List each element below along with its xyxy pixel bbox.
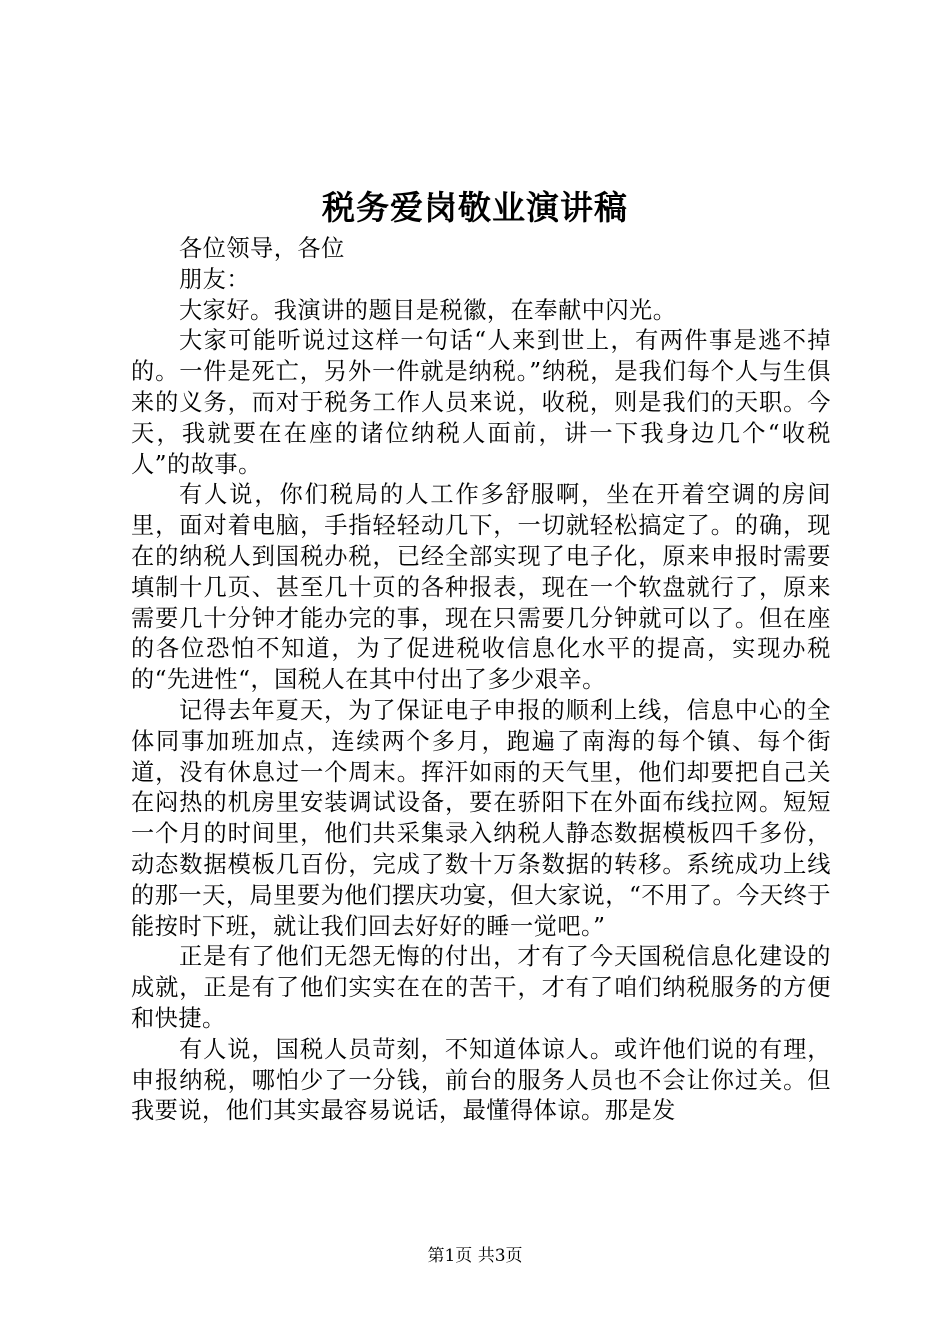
paragraph: 有人说，国税人员苛刻，不知道体谅人。或许他们说的有理，申报纳税，哪怕少了一分钱，前台的服务人员也不会让你过关。但我要说，他们其实最容易说话，最懂得体谅。那是发 <box>131 1035 831 1125</box>
paragraph: 大家可能听说过这样一句话“人来到世上，有两件事是逃不掉的。一件是死亡，另外一件就是纳税。”纳税，是我们每个人与生俱来的义务，而对于税务工作人员来说，收税，则是我们的天职。今天，我就要在在座的诸位纳税人面前，讲一下我身边几个“收税人”的故事。 <box>131 327 831 478</box>
document-title: 税务爱岗敬业演讲稿 <box>322 188 628 227</box>
paragraph: 有人说，你们税局的人工作多舒服啊，坐在开着空调的房间里，面对着电脑，手指轻轻动几下，一切就轻松搞定了。的确，现在的纳税人到国税办税，已经全部实现了电子化，原来申报时需要填制十几页、甚至几十页的各种报表，现在一个软盘就行了，原来需要几十分钟才能办完的事，现在只需要几分钟就可以了。但在座的各位恐怕不知道，为了促进税收信息化水平的提高，实现办税的“先进性“，国税人在其中付出了多少艰辛。 <box>131 481 831 694</box>
page-footer: 第1页 共3页 <box>427 1246 523 1266</box>
document-body <box>131 234 831 1127</box>
paragraph: 记得去年夏天，为了保证电子申报的顺利上线，信息中心的全体同事加班加点，连续两个多月，跑遍了南海的每个镇、每个街道，没有休息过一个周末。挥汗如雨的天气里，他们却要把自己关在闷热的机房里安装调试设备，要在骄阳下在外面布线拉网。短短一个月的时间里，他们共采集录入纳税人静态数据模板四千多份，动态数据模板几百份，完成了数十万条数据的转移。系统成功上线的那一天，局里要为他们摆庆功宴，但大家说，“不用了。今天终于能按时下班，就让我们回去好好的睡一觉吧。” <box>131 696 831 940</box>
paragraph: 正是有了他们无怨无悔的付出，才有了今天国税信息化建设的成就，正是有了他们实实在在的苦干，才有了咱们纳税服务的方便和快捷。 <box>131 943 831 1032</box>
paragraph-salutation-2: 朋友： <box>179 265 251 293</box>
paragraph-greeting: 大家好。我演讲的题目是税徽，在奉献中闪光。 <box>179 296 677 324</box>
paragraph-salutation-1: 各位领导，各位 <box>179 235 345 262</box>
